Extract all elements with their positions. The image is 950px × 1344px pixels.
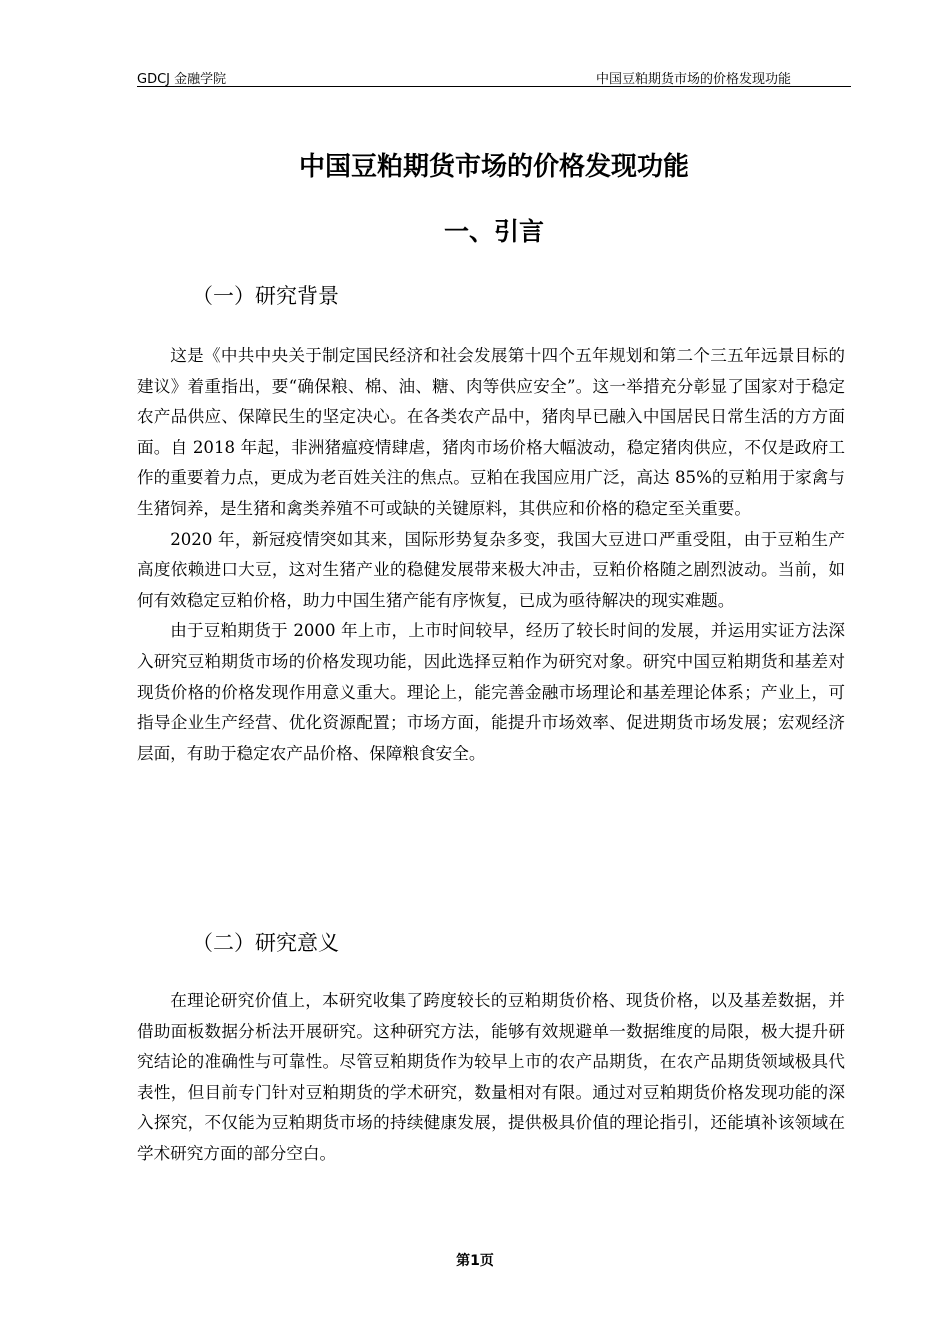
background-body: [137, 341, 845, 769]
subsection-heading-significance: （二）研究意义: [192, 931, 339, 955]
subsection-heading-background: （一）研究背景: [192, 284, 339, 308]
page-header: [137, 66, 851, 87]
page-number: 第1页: [456, 1253, 494, 1269]
paragraph: 由于豆粕期货于 2000 年上市，上市时间较早，经历了较长时间的发展，并运用实证方法深入研究豆粕期货市场的价格发现功能，因此选择豆粕作为研究对象。研究中国豆粕期货和基差对现货价格的价格发现作用意义重大。理论上，能完善金融市场理论和基差理论体系；产业上，可指导企业生产经营、优化资源配置；市场方面，能提升市场效率、促进期货市场发展；宏观经济层面，有助于稳定农产品价格、保障粮食安全。: [137, 621, 845, 763]
paragraph: 这是《中共中央关于制定国民经济和社会发展第十四个五年规划和第二个三五年远景目标的建议》着重指出，要“确保粮、棉、油、糖、肉等供应安全”。这一举措充分彰显了国家对于稳定农产品供应、保障民生的坚定决心。在各类农产品中，猪肉早已融入中国居民日常生活的方方面面。自 2018 年起，非洲猪瘟疫情肆虐，猪肉市场价格大幅波动，稳定猪肉供应，不仅是政府工作的重要着力点，更成为老百姓关注的焦点。豆粕在我国应用广泛，高达 85%的豆粕用于家禽与生猪饲养，是生猪和禽类养殖不可或缺的关键原料，其供应和价格的稳定至关重要。: [137, 346, 845, 518]
section-heading-introduction: 一、引言: [443, 217, 544, 246]
document-title: 中国豆粕期货市场的价格发现功能: [298, 152, 689, 182]
paragraph: 在理论研究价值上，本研究收集了跨度较长的豆粕期货价格、现货价格，以及基差数据，并借助面板数据分析法开展研究。这种研究方法，能够有效规避单一数据维度的局限，极大提升研究结论的准确性与可靠性。尽管豆粕期货作为较早上市的农产品期货，在农产品期货领域极具代表性，但目前专门针对豆粕期货的学术研究，数量相对有限。通过对豆粕期货价格发现功能的深入探究，不仅能为豆粕期货市场的持续健康发展，提供极具价值的理论指引，还能填补该领域在学术研究方面的部分空白。: [137, 991, 845, 1163]
header-left-text: GDCJ 金融学院: [137, 72, 227, 87]
header-right-text: 中国豆粕期货市场的价格发现功能: [595, 72, 791, 87]
paragraph: 2020 年，新冠疫情突如其来，国际形势复杂多变，我国大豆进口严重受阻，由于豆粕生产高度依赖进口大豆，这对生猪产业的稳健发展带来极大冲击，豆粕价格随之剧烈波动。当前，如何有效稳定豆粕价格，助力中国生猪产能有序恢复，已成为亟待解决的现实难题。: [137, 529, 845, 610]
significance-body: [137, 986, 845, 1170]
